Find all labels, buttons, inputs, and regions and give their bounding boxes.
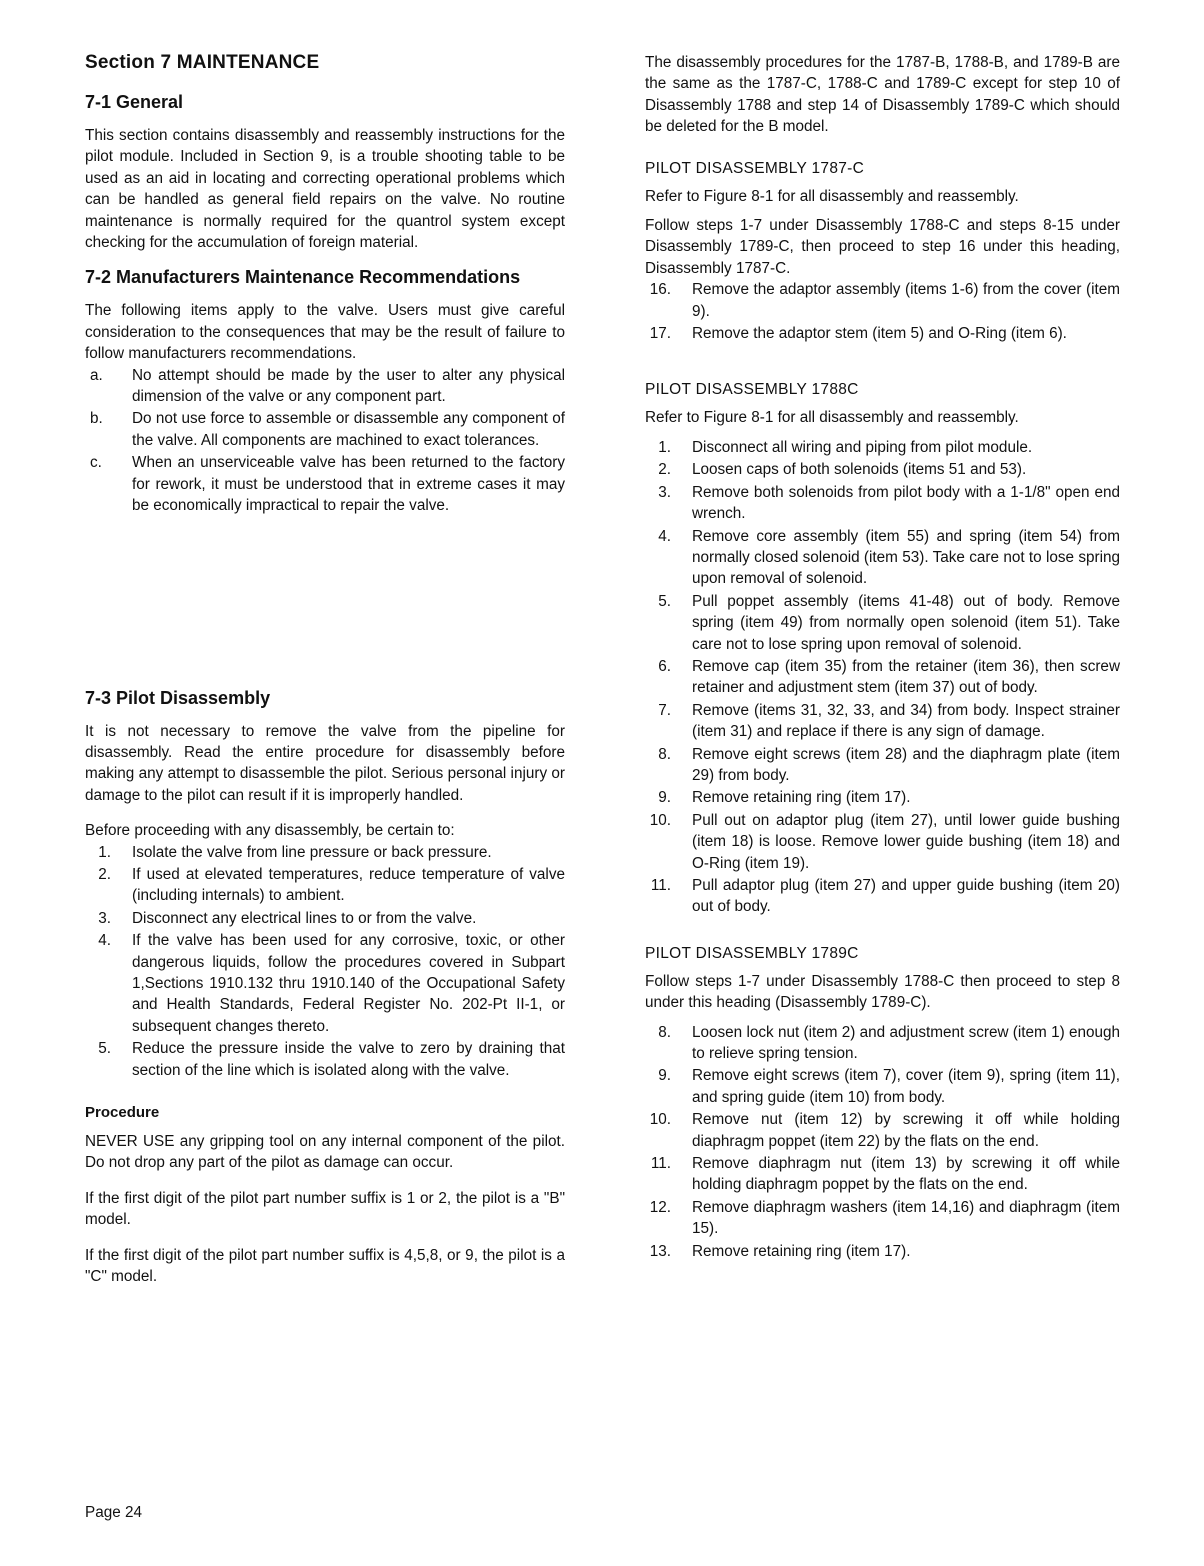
pilot-disassembly-intro: It is not necessary to remove the valve from the pipeline for disassembly. Read the entire procedure for disassembly before making any attempt to disassemble the pilot. Serious personal injury or damage to the pilot can result if it is improperly handled. [85, 722, 565, 804]
d1787-heading: PILOT DISASSEMBLY 1787-C [645, 159, 865, 177]
list-item: 13. Remove retaining ring (item 17). [649, 1242, 911, 1260]
list-item: 4. If the valve has been used for any corrosive, toxic, or other dangerous liquids, follow the procedures covered in Subpart 1,Sections 1910.132 thru 1910.140 of the Occupational Safety and Health Standards, Federal Register No. 202-Pt II-1, or subsequent changes thereto. [98, 932, 565, 1035]
d1787-p1: Refer to Figure 8-1 for all disassembly and reassembly. [645, 187, 1019, 205]
d1789-heading: PILOT DISASSEMBLY 1789C [645, 944, 859, 962]
list-item: 11. Pull adaptor plug (item 27) and upper guide bushing (item 20) out of body. [650, 877, 1120, 916]
general-text: This section contains disassembly and reassembly instructions for the pilot module. Included in Section 9, is a trouble shooting table to be used as an aid in locating and correcting operational problems which can be handled as general field repairs on the valve. No routine maintenance is normally required for the quantrol system except checking for the accumulation of foreign material. [85, 127, 565, 252]
list-item: 5. Pull poppet assembly (items 41-48) out of body. Remove spring (item 49) from normally open solenoid (item 51). Take care not to lose spring upon removal of solenoid. [658, 592, 1120, 653]
procedure-p1: NEVER USE any gripping tool on any internal component of the pilot. Do not drop any part of the pilot as damage can occur. [85, 1133, 565, 1172]
d1787-p2: Follow steps 1-7 under Disassembly 1788-C and steps 8-15 under Disassembly 1789-C, then proceed to step 16 under this heading, Disassembly 1787-C. [645, 217, 1120, 277]
procedure-p2: If the first digit of the pilot part number suffix is 1 or 2, the pilot is a "B" model. [85, 1189, 565, 1229]
procedure-heading: Procedure [85, 1104, 160, 1121]
general-heading: 7-1 General [85, 92, 184, 112]
list-item: 7. Remove (items 31, 32, 33, and 34) from body. Inspect strainer (item 31) and replace if there is any sign of damage. [658, 701, 1120, 741]
list-item: 10. Remove nut (item 12) by screwing it off while holding diaphragm poppet (item 22) by the flats on the end. [649, 1111, 1120, 1150]
list-item: 12. Remove diaphragm washers (item 14,16) and diaphragm (item 15). [649, 1198, 1120, 1238]
recommendations-heading: 7-2 Manufacturers Maintenance Recommendations [85, 267, 521, 288]
list-item: 17. Remove the adaptor stem (item 5) and O-Ring (item 6). [649, 325, 1067, 343]
list-item: 5. Reduce the pressure inside the valve to zero by draining that section of the line which is isolated along with the valve. [98, 1040, 565, 1079]
list-item: 16. Remove the adaptor assembly (items 1-6) from the cover (item 9). [649, 281, 1120, 320]
d1788-heading: PILOT DISASSEMBLY 1788C [645, 381, 859, 399]
list-item: 2. Loosen caps of both solenoids (items 51 and 53). [658, 461, 1027, 479]
page-number: Page 24 [85, 1504, 142, 1521]
list-item: 1. Isolate the valve from line pressure or back pressure. [98, 843, 492, 861]
right-column [645, 52, 1120, 1263]
pilot-disassembly-heading: 7-3 Pilot Disassembly [85, 687, 271, 708]
d1787-steps [645, 279, 1120, 344]
list-item: 4. Remove core assembly (item 55) and spring (item 54) from normally closed solenoid (item 53). Take care not to lose spring upon removal of solenoid. [658, 527, 1120, 588]
list-item: 2. If used at elevated temperatures, reduce temperature of valve (including internals) to ambient. [98, 865, 565, 905]
d1789-steps [645, 1022, 1120, 1262]
list-item: 1. Disconnect all wiring and piping from pilot module. [658, 438, 1033, 456]
d1788-p1: Refer to Figure 8-1 for all disassembly and reassembly. [645, 409, 1019, 427]
right-intro: The disassembly procedures for the 1787-B, 1788-B, and 1789-B are the same as the 1787-C, 1788-C and 1789-C except for step 10 of Disassembly 1788 and step 14 of Disassembly 1789-C which should be deleted for the B model. [645, 54, 1120, 136]
list-item: c. When an unserviceable valve has been returned to the factory for rework, it must be understood that in extreme cases it may be economically impractical to repair the valve. [90, 454, 565, 515]
list-item: 3. Disconnect any electrical lines to or from the valve. [98, 909, 477, 927]
list-item: 9. Remove eight screws (item 7), cover (item 9), spring (item 11), and spring guide (item 10) from body. [658, 1067, 1120, 1106]
list-item: 3. Remove both solenoids from pilot body with a 1-1/8" open end wrench. [658, 483, 1120, 523]
section-title: Section 7 MAINTENANCE [85, 52, 320, 73]
list-item: 10. Pull out on adaptor plug (item 27), until lower guide bushing (item 18) is loose. Remove lower guide bushing (item 18) and O-Ring (item 19). [649, 811, 1120, 872]
list-item: 11. Remove diaphragm nut (item 13) by screwing it off while holding diaphragm poppet by the flats on the end. [650, 1155, 1120, 1194]
procedure-p3: If the first digit of the pilot part number suffix is 4,5,8, or 9, the pilot is a "C" model. [85, 1246, 565, 1286]
list-item: 9. Remove retaining ring (item 17). [658, 789, 911, 807]
list-item: 8. Loosen lock nut (item 2) and adjustment screw (item 1) enough to relieve spring tension. [658, 1023, 1120, 1063]
list-item: a. No attempt should be made by the user to alter any physical dimension of the valve or any component part. [90, 366, 565, 406]
recommendations-intro: The following items apply to the valve. Users must give careful consideration to the consequences that may be the result of failure to follow manufacturers recommendations. [85, 302, 565, 363]
d1789-p1: Follow steps 1-7 under Disassembly 1788-C then proceed to step 8 under this heading (Disassembly 1789-C). [645, 972, 1120, 1012]
list-item: 8. Remove eight screws (item 28) and the diaphragm plate (item 29) from body. [658, 745, 1120, 784]
recommendations-list [85, 365, 565, 517]
d1788-steps [645, 437, 1120, 918]
list-item: 6. Remove cap (item 35) from the retainer (item 36), then screw retainer and adjustment stem (item 37) out of body. [658, 657, 1120, 697]
pilot-disassembly-before: Before proceeding with any disassembly, be certain to: [85, 822, 455, 840]
precautions-list [85, 842, 565, 1081]
left-column [85, 52, 565, 1287]
list-item: b. Do not use force to assemble or disassemble any component of the valve. All components are machined to exact tolerances. [90, 410, 565, 449]
